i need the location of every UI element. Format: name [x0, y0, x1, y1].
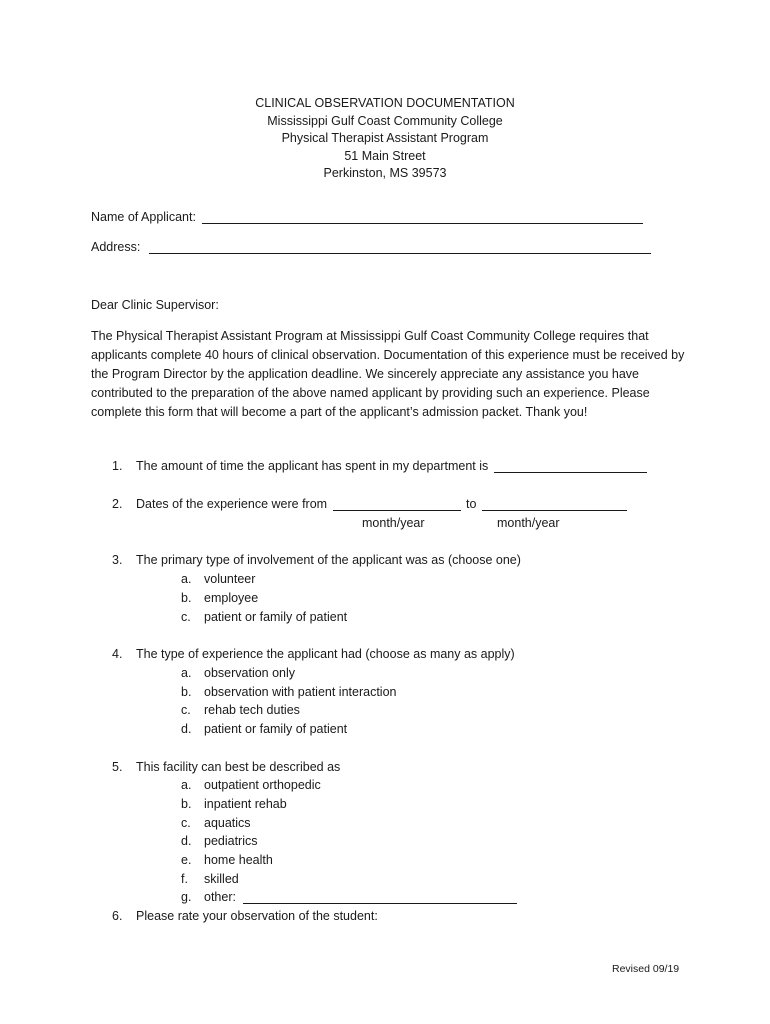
question-4-text: The type of experience the applicant had (choose as many as apply) — [136, 647, 515, 661]
q3-option-b[interactable]: b. employee — [181, 591, 259, 605]
q4-option-b[interactable]: b. observation with patient interaction — [181, 685, 397, 699]
date-to-label: to — [466, 497, 477, 511]
question-1 — [112, 459, 647, 473]
q4-option-c[interactable]: c. rehab tech duties — [181, 703, 300, 717]
q5-option-b[interactable]: b. inpatient rehab — [181, 797, 287, 811]
street-address: 51 Main Street — [344, 148, 426, 163]
salutation: Dear Clinic Supervisor: — [91, 298, 219, 312]
date-to-sublabel: month/year — [497, 516, 560, 530]
question-6-text: Please rate your observation of the student: — [136, 909, 378, 923]
q3-option-c[interactable]: c. patient or family of patient — [181, 610, 348, 624]
q4-option-d[interactable]: d. patient or family of patient — [181, 722, 348, 736]
question-4-number: 4. — [112, 647, 123, 661]
q5-option-e[interactable]: e. home health — [181, 853, 273, 867]
q5-option-c[interactable]: c. aquatics — [181, 816, 251, 830]
college-name: Mississippi Gulf Coast Community College — [267, 113, 503, 128]
document-header — [0, 95, 770, 183]
document-title: CLINICAL OBSERVATION DOCUMENTATION — [255, 96, 515, 110]
applicant-name-row — [91, 210, 643, 224]
other-facility-field[interactable] — [243, 890, 517, 904]
address-field[interactable] — [149, 240, 651, 254]
question-5 — [112, 760, 340, 774]
question-3-text: The primary type of involvement of the applicant was as (choose one) — [136, 553, 521, 567]
question-5-number: 5. — [112, 760, 123, 774]
q5-option-d[interactable]: d. pediatrics — [181, 834, 258, 848]
question-3 — [112, 553, 521, 567]
address-label: Address: — [91, 240, 141, 254]
question-4 — [112, 647, 515, 661]
question-6 — [112, 909, 378, 923]
q5-option-f[interactable]: f. skilled — [181, 872, 239, 886]
applicant-name-label: Name of Applicant: — [91, 210, 196, 224]
date-to-field[interactable] — [482, 497, 627, 511]
date-from-field[interactable] — [333, 497, 461, 511]
revision-note: Revised 09/19 — [612, 963, 680, 975]
question-2-number: 2. — [112, 497, 123, 511]
time-spent-field[interactable] — [494, 459, 647, 473]
question-3-number: 3. — [112, 553, 123, 567]
program-name: Physical Therapist Assistant Program — [281, 131, 489, 145]
q4-option-a[interactable]: a. observation only — [181, 666, 296, 680]
question-1-number: 1. — [112, 459, 123, 473]
question-6-number: 6. — [112, 909, 123, 923]
question-2-text: Dates of the experience were from — [136, 497, 328, 511]
question-2 — [112, 497, 627, 511]
q5-option-a[interactable]: a. outpatient orthopedic — [181, 778, 321, 792]
q5-option-g[interactable]: g. other: — [181, 890, 517, 904]
question-1-text: The amount of time the applicant has spent in my department is — [136, 459, 489, 473]
question-5-text: This facility can best be described as — [136, 760, 341, 774]
address-row — [91, 240, 651, 254]
city-state-zip: Perkinston, MS 39573 — [323, 166, 447, 180]
intro-paragraph: The Physical Therapist Assistant Program at Mississippi Gulf Coast Community College requires that applicants complete 40 hours of clinical observation. Documentation of this experience must be received by the Program Director by the application deadline. We sincerely appreciate any assistance you have contributed to the preparation of the above named applicant by providing such an experience. Please complete this form that will become a part of the applicant’s admission packet. Thank you! — [91, 329, 685, 419]
date-from-sublabel: month/year — [362, 516, 425, 530]
q3-option-a[interactable]: a. volunteer — [181, 572, 256, 586]
applicant-name-field[interactable] — [202, 210, 643, 224]
